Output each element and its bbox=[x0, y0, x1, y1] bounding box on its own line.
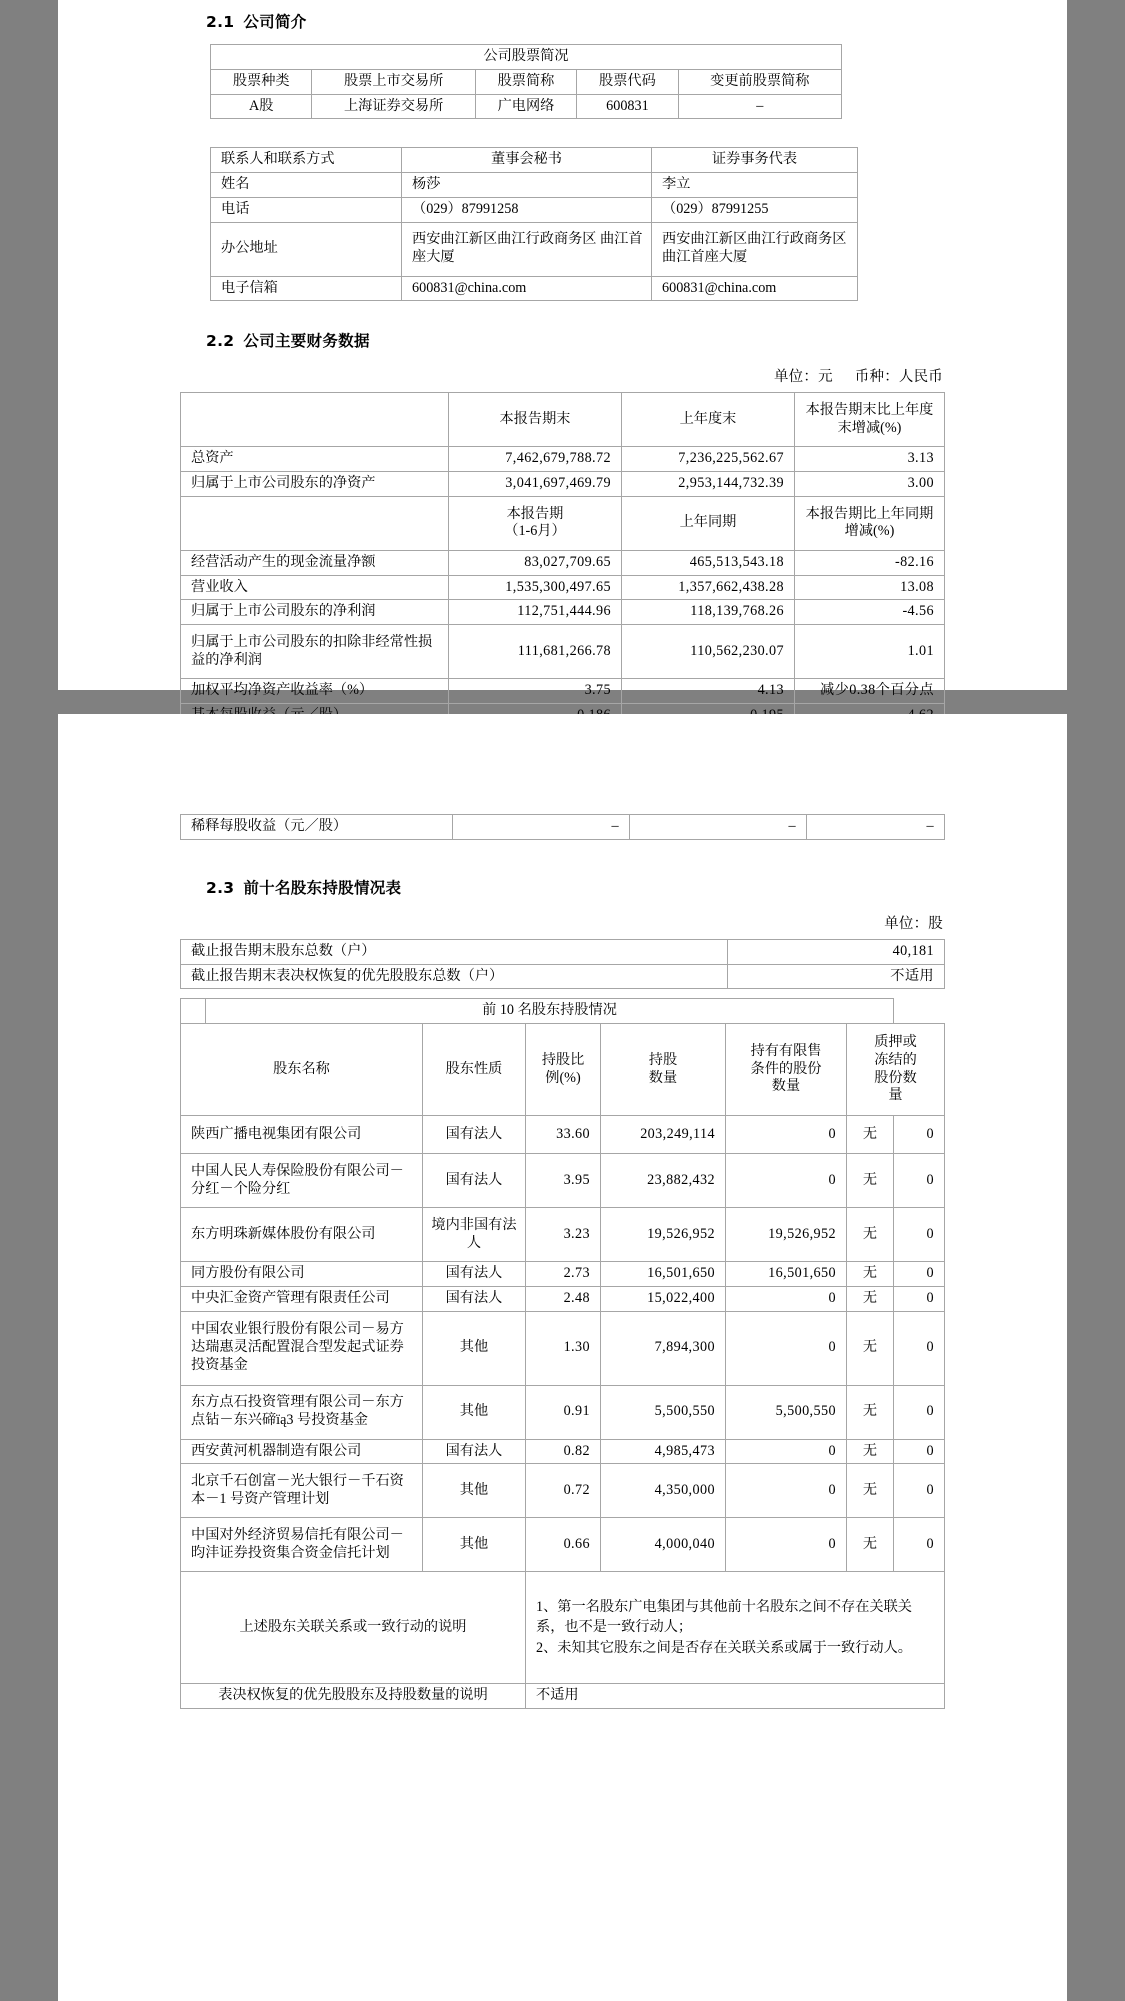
fin-row-value: 110,562,230.07 bbox=[622, 625, 795, 679]
shareholder-ratio: 1.30 bbox=[526, 1311, 601, 1385]
shareholder-pledge-qty: 0 bbox=[894, 1385, 945, 1439]
fin-row-value: 1,535,300,497.65 bbox=[449, 575, 622, 600]
shareholder-pledge-state: 无 bbox=[847, 1385, 894, 1439]
table-row bbox=[181, 939, 945, 964]
shareholder-qty: 4,350,000 bbox=[601, 1464, 726, 1518]
shareholder-name: 中国对外经济贸易信托有限公司－昀沣证券投资集合资金信托计划 bbox=[181, 1518, 423, 1572]
fin-row-value: 7,236,225,562.67 bbox=[622, 447, 795, 472]
shareholder-pledge-state: 无 bbox=[847, 1208, 894, 1262]
shareholder-pledge-qty: 0 bbox=[894, 1154, 945, 1208]
top10-header-ratio bbox=[526, 1024, 601, 1116]
document-page-2 bbox=[58, 714, 1067, 2001]
fin-row-value: 118,139,768.26 bbox=[622, 600, 795, 625]
table-row bbox=[211, 173, 858, 198]
top10-header-restricted-line2: 条件的股份 bbox=[750, 1060, 822, 1077]
contact-header-secretary: 董事会秘书 bbox=[402, 148, 652, 173]
fin-row-value: 1.01 bbox=[795, 625, 945, 679]
shareholder-restricted: 0 bbox=[726, 1154, 847, 1208]
eps-row-value: – bbox=[453, 815, 630, 840]
shareholder-ratio: 0.91 bbox=[526, 1385, 601, 1439]
shareholder-qty: 19,526,952 bbox=[601, 1208, 726, 1262]
table-row bbox=[181, 1684, 945, 1709]
fin-row-label: 加权平均净资产收益率（%） bbox=[181, 679, 449, 704]
shareholder-ratio: 33.60 bbox=[526, 1116, 601, 1154]
shareholder-pledge-state: 无 bbox=[847, 1116, 894, 1154]
shareholder-restricted: 19,526,952 bbox=[726, 1208, 847, 1262]
eps-row-label: 稀释每股收益（元／股） bbox=[181, 815, 453, 840]
shareholder-qty: 4,985,473 bbox=[601, 1439, 726, 1464]
shareholder-pledge-qty: 0 bbox=[894, 1116, 945, 1154]
table-row bbox=[181, 964, 945, 989]
shareholder-ratio: 2.48 bbox=[526, 1286, 601, 1311]
fin-row-value: -82.16 bbox=[795, 550, 945, 575]
shareholder-qty: 15,022,400 bbox=[601, 1286, 726, 1311]
shareholder-totals-table bbox=[180, 939, 945, 990]
fin-header-period-end: 本报告期末 bbox=[449, 393, 622, 447]
contact-row-label: 电子信箱 bbox=[211, 276, 402, 301]
stock-value-abbr: 广电网络 bbox=[475, 94, 576, 119]
contact-header-label: 联系人和联系方式 bbox=[211, 148, 402, 173]
shareholder-name: 中国农业银行股份有限公司－易方达瑞惠灵活配置混合型发起式证券投资基金 bbox=[181, 1311, 423, 1385]
section-number: 2.2 bbox=[206, 332, 235, 351]
table-row bbox=[181, 1311, 945, 1385]
fin-row-value: 465,513,543.18 bbox=[622, 550, 795, 575]
fin-row-value: 111,681,266.78 bbox=[449, 625, 622, 679]
contact-row-secretary: 600831@china.com bbox=[402, 276, 652, 301]
table-row bbox=[211, 94, 842, 119]
fin-row-label: 总资产 bbox=[181, 447, 449, 472]
shareholder-pledge-qty: 0 bbox=[894, 1208, 945, 1262]
fin-row-value: 13.08 bbox=[795, 575, 945, 600]
shareholder-qty: 4,000,040 bbox=[601, 1518, 726, 1572]
stock-overview-table bbox=[210, 44, 842, 119]
fin-row-label: 经营活动产生的现金流量净额 bbox=[181, 550, 449, 575]
section-title: 公司主要财务数据 bbox=[243, 332, 370, 351]
shareholder-nature: 其他 bbox=[423, 1518, 526, 1572]
shareholder-ratio: 3.23 bbox=[526, 1208, 601, 1262]
shareholder-ratio: 2.73 bbox=[526, 1262, 601, 1287]
stock-header-code: 股票代码 bbox=[577, 69, 678, 94]
relation-note-line: 1、第一名股东广电集团与其他前十名股东之间不存在关联关系，也不是一致行动人； bbox=[536, 1598, 912, 1636]
fin-row-value: -4.56 bbox=[795, 600, 945, 625]
relation-notes bbox=[526, 1572, 945, 1684]
top10-header-restricted-line1: 持有有限售 bbox=[750, 1042, 822, 1059]
shareholder-pledge-qty: 0 bbox=[894, 1311, 945, 1385]
stock-value-prev-abbr: – bbox=[678, 94, 841, 119]
contact-row-label: 办公地址 bbox=[211, 222, 402, 276]
top10-header-pledge-line4: 量 bbox=[888, 1087, 903, 1104]
total-row-value: 不适用 bbox=[728, 964, 945, 989]
fin-row-label: 归属于上市公司股东的净资产 bbox=[181, 472, 449, 497]
top10-header-qty bbox=[601, 1024, 726, 1116]
table-row bbox=[181, 1572, 945, 1684]
shareholder-pledge-state: 无 bbox=[847, 1262, 894, 1287]
shareholder-qty: 203,249,114 bbox=[601, 1116, 726, 1154]
shareholder-nature: 国有法人 bbox=[423, 1286, 526, 1311]
shareholder-nature: 境内非国有法人 bbox=[423, 1208, 526, 1262]
table-row bbox=[181, 1518, 945, 1572]
fin-row-value: 3.13 bbox=[795, 447, 945, 472]
shareholder-pledge-state: 无 bbox=[847, 1518, 894, 1572]
stock-header-exchange: 股票上市交易所 bbox=[312, 69, 475, 94]
fin-row-value: 减少0.38个百分点 bbox=[795, 679, 945, 704]
table-row bbox=[181, 575, 945, 600]
section-title: 前十名股东持股情况表 bbox=[243, 878, 402, 897]
table-row bbox=[181, 1208, 945, 1262]
total-row-label: 截止报告期末股东总数（户） bbox=[181, 939, 728, 964]
section-number: 2.3 bbox=[206, 878, 235, 897]
shareholder-ratio: 0.72 bbox=[526, 1464, 601, 1518]
fin-row-value: 83,027,709.65 bbox=[449, 550, 622, 575]
fin-header-report-period-line1: 本报告期 bbox=[506, 505, 564, 522]
fin-row-value: 112,751,444.96 bbox=[449, 600, 622, 625]
shareholder-name: 中国人民人寿保险股份有限公司－分红－个险分红 bbox=[181, 1154, 423, 1208]
financial-summary-table bbox=[180, 392, 945, 728]
fin-row-value: 4.13 bbox=[622, 679, 795, 704]
contact-row-representative: 西安曲江新区曲江行政商务区 曲江首座大厦 bbox=[652, 222, 858, 276]
stock-table-caption: 公司股票简况 bbox=[211, 45, 842, 70]
stock-header-prev-abbr: 变更前股票简称 bbox=[678, 69, 841, 94]
shareholder-restricted: 16,501,650 bbox=[726, 1262, 847, 1287]
top10-caption: 前 10 名股东持股情况 bbox=[206, 999, 894, 1024]
shareholder-name: 同方股份有限公司 bbox=[181, 1262, 423, 1287]
shareholder-pledge-qty: 0 bbox=[894, 1262, 945, 1287]
stock-header-abbr: 股票简称 bbox=[475, 69, 576, 94]
shareholder-name: 东方明珠新媒体股份有限公司 bbox=[181, 1208, 423, 1262]
table-row bbox=[181, 1116, 945, 1154]
shareholder-nature: 国有法人 bbox=[423, 1154, 526, 1208]
total-row-label: 截止报告期末表决权恢复的优先股股东总数（户） bbox=[181, 964, 728, 989]
shareholder-name: 北京千石创富－光大银行－千石资本－1 号资产管理计划 bbox=[181, 1464, 423, 1518]
shareholder-name: 中央汇金资产管理有限责任公司 bbox=[181, 1286, 423, 1311]
shareholder-nature: 其他 bbox=[423, 1311, 526, 1385]
shareholder-nature: 国有法人 bbox=[423, 1116, 526, 1154]
contact-row-secretary: 西安曲江新区曲江行政商务区 曲江首座大厦 bbox=[402, 222, 652, 276]
contact-row-representative: 600831@china.com bbox=[652, 276, 858, 301]
fin-header-change-b bbox=[795, 496, 945, 550]
shareholder-pledge-qty: 0 bbox=[894, 1518, 945, 1572]
voting-label: 表决权恢复的优先股股东及持股数量的说明 bbox=[181, 1684, 526, 1709]
contact-row-representative: （029）87991255 bbox=[652, 197, 858, 222]
shareholder-nature: 其他 bbox=[423, 1385, 526, 1439]
fin-row-value: 3.75 bbox=[449, 679, 622, 704]
contact-header-representative: 证券事务代表 bbox=[652, 148, 858, 173]
shareholder-pledge-state: 无 bbox=[847, 1439, 894, 1464]
voting-value: 不适用 bbox=[526, 1684, 945, 1709]
fin-row-label: 营业收入 bbox=[181, 575, 449, 600]
table-row bbox=[181, 496, 945, 550]
shareholder-qty: 16,501,650 bbox=[601, 1262, 726, 1287]
fin-header-change-b-line1: 本报告期比上年同期 bbox=[805, 505, 934, 522]
top10-shareholders-table bbox=[180, 998, 945, 1709]
relation-note-line: 2、未知其它股东之间是否存在关联关系或属于一致行动人。 bbox=[536, 1640, 912, 1657]
table-row bbox=[181, 1439, 945, 1464]
top10-caption-gutter bbox=[181, 999, 206, 1024]
contact-row-label: 姓名 bbox=[211, 173, 402, 198]
fin-row-label: 归属于上市公司股东的扣除非经常性损益的净利润 bbox=[181, 625, 449, 679]
top10-header-name: 股东名称 bbox=[181, 1024, 423, 1116]
shareholder-restricted: 0 bbox=[726, 1518, 847, 1572]
shareholder-pledge-qty: 0 bbox=[894, 1464, 945, 1518]
shareholder-qty: 23,882,432 bbox=[601, 1154, 726, 1208]
fin-row-value: 2,953,144,732.39 bbox=[622, 472, 795, 497]
fin-row-value: 7,462,679,788.72 bbox=[449, 447, 622, 472]
table-row bbox=[181, 1286, 945, 1311]
relation-label: 上述股东关联关系或一致行动的说明 bbox=[181, 1572, 526, 1684]
shareholder-ratio: 0.82 bbox=[526, 1439, 601, 1464]
contact-row-secretary: （029）87991258 bbox=[402, 197, 652, 222]
table-row bbox=[211, 197, 858, 222]
shareholder-nature: 其他 bbox=[423, 1464, 526, 1518]
top10-header-pledge-line3: 股份数 bbox=[874, 1069, 917, 1086]
table-row bbox=[181, 1464, 945, 1518]
fin-header-change-b-line2: 增减(%) bbox=[844, 523, 895, 540]
financial-unit-line bbox=[180, 365, 943, 386]
shareholder-name: 东方点石投资管理有限公司－东方点钻－东兴碲ïą3 号投资基金 bbox=[181, 1385, 423, 1439]
shareholder-pledge-qty: 0 bbox=[894, 1439, 945, 1464]
shareholder-pledge-state: 无 bbox=[847, 1311, 894, 1385]
shareholder-restricted: 0 bbox=[726, 1116, 847, 1154]
section-title: 公司简介 bbox=[243, 13, 307, 31]
fin-header-prev-year-end: 上年度末 bbox=[622, 393, 795, 447]
top10-header-restricted bbox=[726, 1024, 847, 1116]
table-row bbox=[181, 472, 945, 497]
shareholder-pledge-state: 无 bbox=[847, 1286, 894, 1311]
fin-row-value: 3.00 bbox=[795, 472, 945, 497]
eps-row-value: – bbox=[630, 815, 807, 840]
stock-value-code: 600831 bbox=[577, 94, 678, 119]
shareholder-restricted: 5,500,550 bbox=[726, 1385, 847, 1439]
table-row bbox=[211, 276, 858, 301]
section-heading-2-3 bbox=[206, 870, 945, 898]
section-heading-2-1 bbox=[206, 4, 945, 32]
eps-row-value: – bbox=[807, 815, 945, 840]
table-row bbox=[211, 69, 842, 94]
contact-row-secretary: 杨莎 bbox=[402, 173, 652, 198]
diluted-eps-table bbox=[180, 814, 945, 840]
fin-header-blank-a bbox=[181, 393, 449, 447]
table-row bbox=[181, 1262, 945, 1287]
fin-header-change-a-line2: 末增减(%) bbox=[837, 419, 902, 436]
table-row bbox=[181, 393, 945, 447]
shareholder-restricted: 0 bbox=[726, 1311, 847, 1385]
shareholder-nature: 国有法人 bbox=[423, 1262, 526, 1287]
shares-unit-line: 单位：股 bbox=[884, 915, 943, 932]
shareholder-ratio: 3.95 bbox=[526, 1154, 601, 1208]
financial-currency: 币种：人民币 bbox=[854, 369, 943, 386]
section-heading-2-2 bbox=[206, 323, 945, 351]
contact-table bbox=[210, 147, 858, 301]
fin-row-value: 1,357,662,438.28 bbox=[622, 575, 795, 600]
fin-header-prev-period: 上年同期 bbox=[622, 496, 795, 550]
top10-header-qty-line2: 数量 bbox=[648, 1069, 678, 1086]
section-number: 2.1 bbox=[206, 13, 235, 31]
table-row bbox=[181, 679, 945, 704]
top10-header-qty-line1: 持股 bbox=[648, 1051, 678, 1068]
stock-header-type: 股票种类 bbox=[211, 69, 312, 94]
fin-header-blank-b bbox=[181, 496, 449, 550]
fin-header-change-a-line1: 本报告期末比上年度 bbox=[805, 402, 934, 418]
table-row bbox=[181, 1024, 945, 1116]
shareholder-name: 陕西广播电视集团有限公司 bbox=[181, 1116, 423, 1154]
shareholder-name: 西安黄河机器制造有限公司 bbox=[181, 1439, 423, 1464]
shareholder-pledge-state: 无 bbox=[847, 1154, 894, 1208]
table-row bbox=[211, 45, 842, 70]
fin-header-report-period-line2: （1-6月） bbox=[504, 523, 566, 540]
total-row-value: 40,181 bbox=[728, 939, 945, 964]
top10-header-nature: 股东性质 bbox=[423, 1024, 526, 1116]
table-row bbox=[181, 625, 945, 679]
stock-value-exchange: 上海证券交易所 bbox=[312, 94, 475, 119]
financial-unit: 单位：元 bbox=[773, 369, 833, 386]
shareholder-ratio: 0.66 bbox=[526, 1518, 601, 1572]
contact-row-representative: 李立 bbox=[652, 173, 858, 198]
fin-header-change-a bbox=[795, 393, 945, 447]
stock-value-type: A股 bbox=[211, 94, 312, 119]
top10-header-pledge bbox=[847, 1024, 945, 1116]
table-row bbox=[181, 600, 945, 625]
table-row bbox=[211, 222, 858, 276]
shareholder-pledge-state: 无 bbox=[847, 1464, 894, 1518]
shareholder-restricted: 0 bbox=[726, 1464, 847, 1518]
table-row bbox=[181, 999, 945, 1024]
top10-header-pledge-line2: 冻结的 bbox=[874, 1051, 917, 1068]
top10-header-ratio-line2: 例(%) bbox=[545, 1069, 581, 1086]
top10-header-restricted-line3: 数量 bbox=[771, 1078, 801, 1095]
table-row bbox=[181, 1385, 945, 1439]
table-row bbox=[211, 148, 858, 173]
shareholder-qty: 7,894,300 bbox=[601, 1311, 726, 1385]
table-row bbox=[181, 1154, 945, 1208]
table-row bbox=[181, 550, 945, 575]
shareholder-restricted: 0 bbox=[726, 1439, 847, 1464]
fin-header-report-period bbox=[449, 496, 622, 550]
shareholder-pledge-qty: 0 bbox=[894, 1286, 945, 1311]
fin-row-label: 归属于上市公司股东的净利润 bbox=[181, 600, 449, 625]
top10-header-pledge-line1: 质押或 bbox=[874, 1034, 917, 1050]
contact-row-label: 电话 bbox=[211, 197, 402, 222]
table-row bbox=[181, 447, 945, 472]
top10-header-ratio-line1: 持股比 bbox=[541, 1051, 585, 1068]
table-row bbox=[181, 815, 945, 840]
shareholder-restricted: 0 bbox=[726, 1286, 847, 1311]
document-page-1 bbox=[58, 0, 1067, 698]
fin-row-value: 3,041,697,469.79 bbox=[449, 472, 622, 497]
shareholder-qty: 5,500,550 bbox=[601, 1385, 726, 1439]
shareholder-nature: 国有法人 bbox=[423, 1439, 526, 1464]
